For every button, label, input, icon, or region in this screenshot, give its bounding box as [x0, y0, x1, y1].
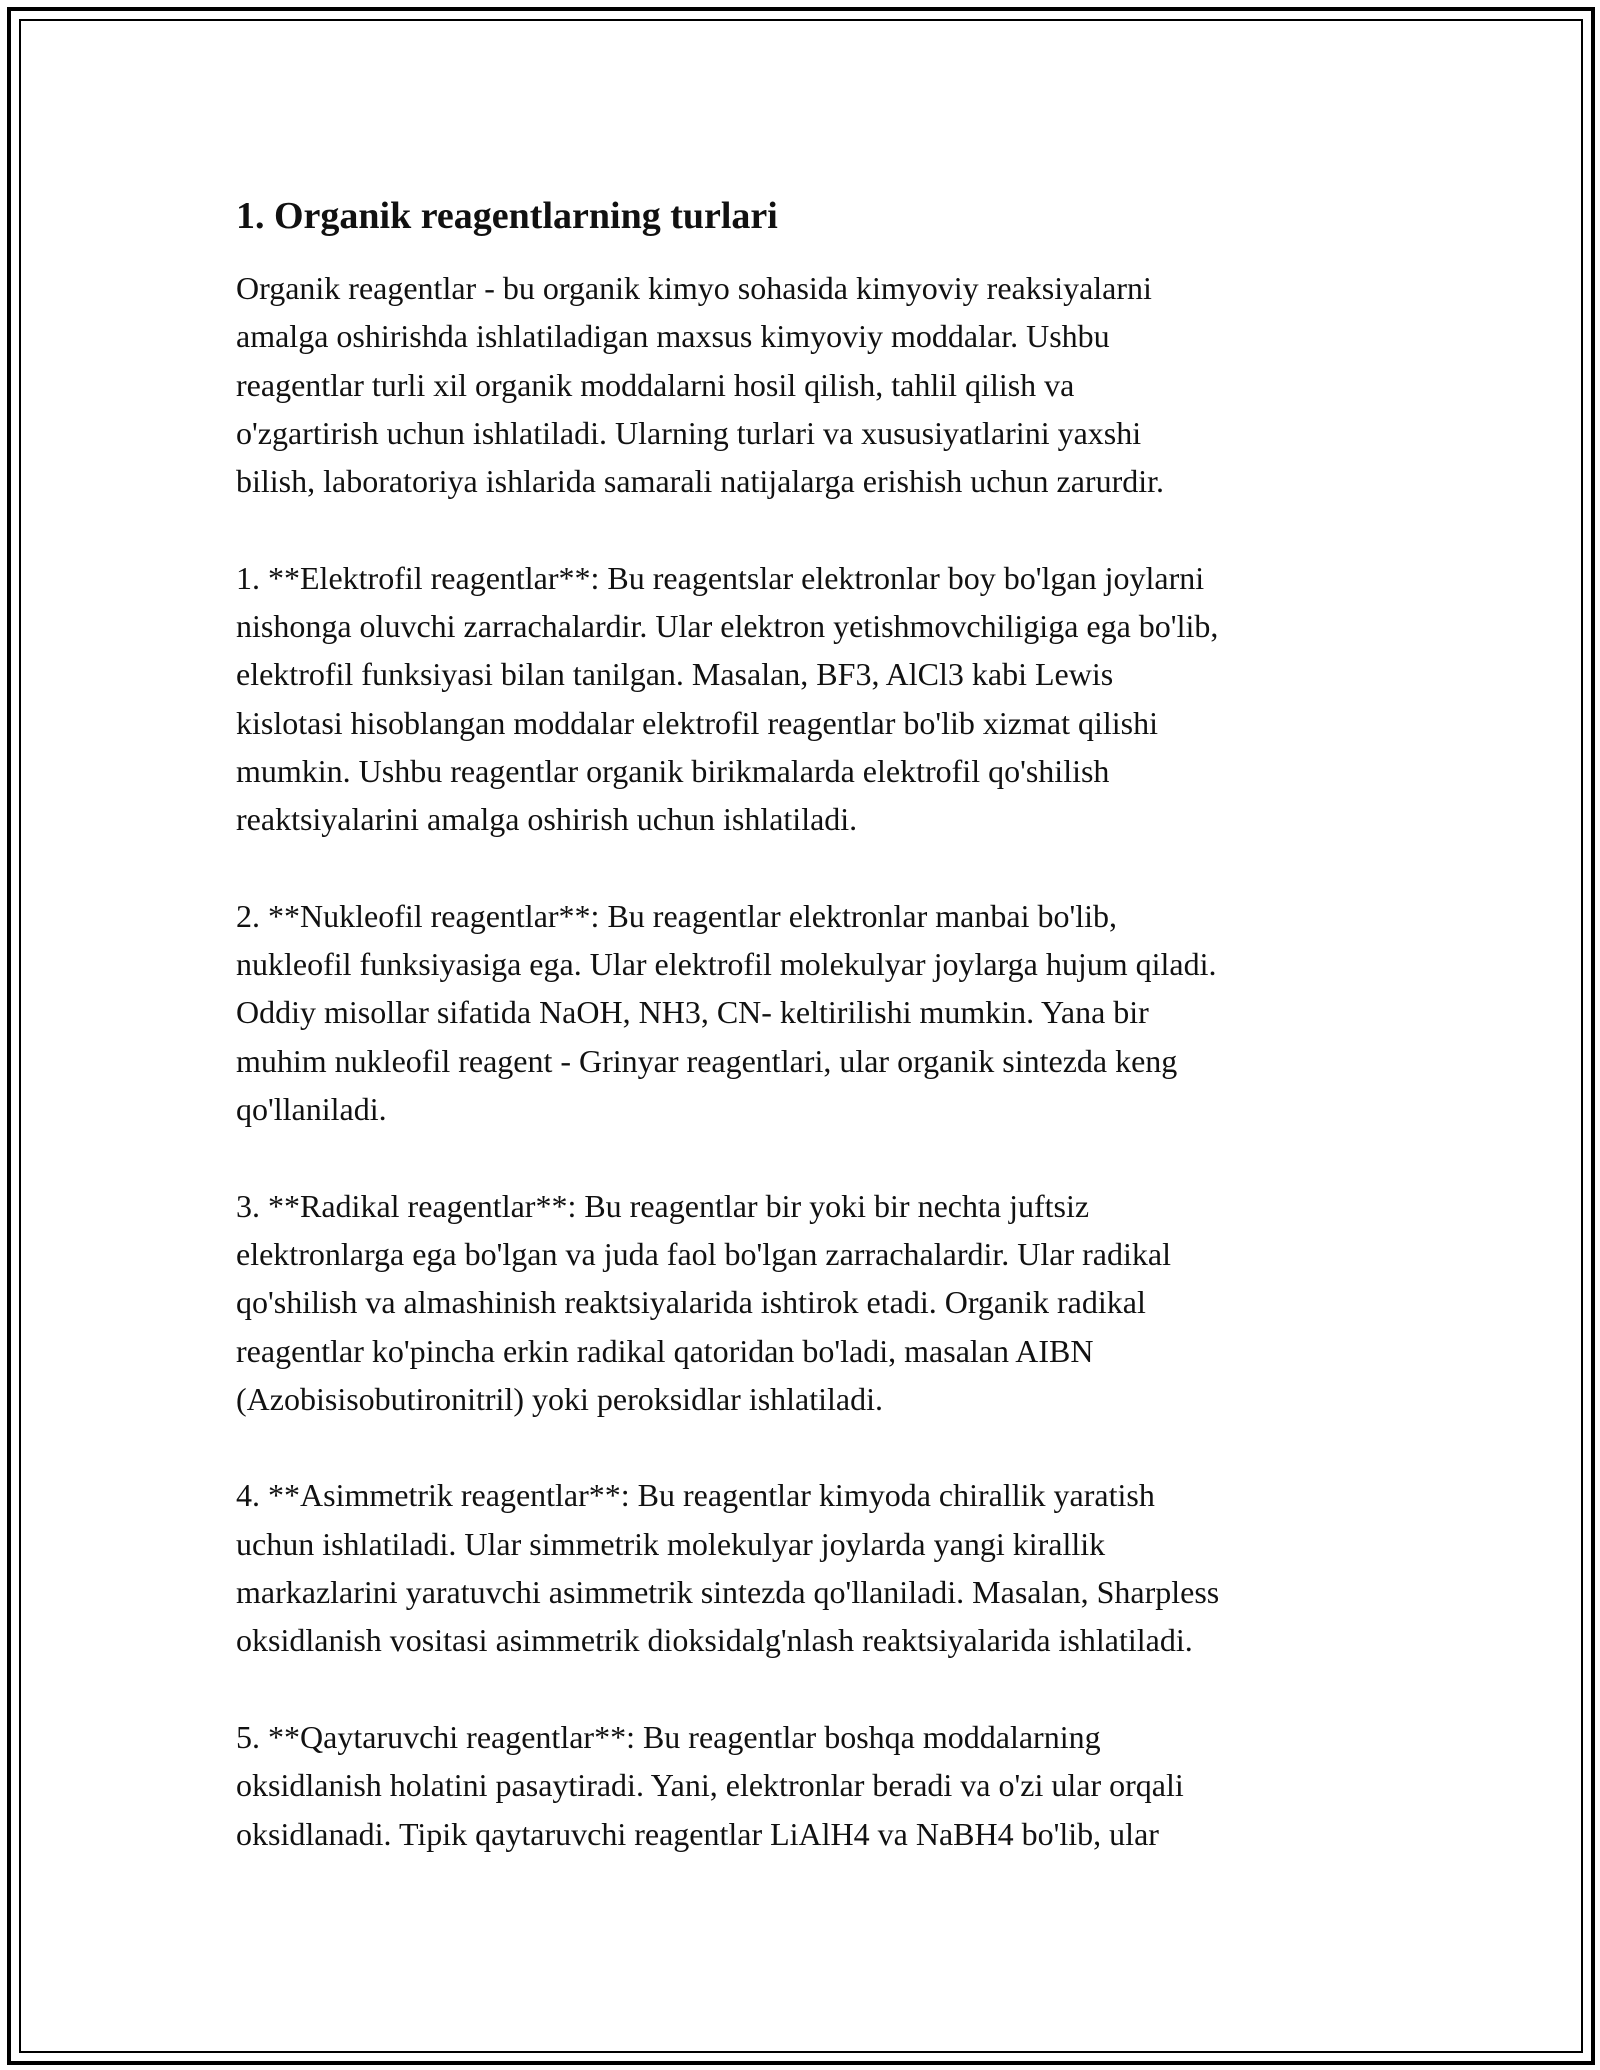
document-body — [236, 192, 1371, 1906]
section-heading: 1. Organik reagentlarning turlari — [236, 195, 778, 237]
paragraph-reducing-reagents: 5. **Qaytaruvchi reagentlar**: Bu reagentlar boshqa moddalarning oksidlanish holatini pasaytiradi. Yani, elektronlar beradi va o'zi ular orqali oksidlanadi. Tipik qaytaruvchi reagentlar LiAlH4 va NaBH4 bo'lib, ular — [236, 1718, 1184, 1852]
paragraph-asymmetric-reagents: 4. **Asimmetrik reagentlar**: Bu reagentlar kimyoda chirallik yaratish uchun ishlatiladi. Ular simmetrik molekulyar joylarda yangi kirallik markazlarini yaratuvchi asimmetrik sintezda qo'llaniladi. Masalan, Sharpless oksidlanish vositasi asimmetrik dioksidalg'nlash reaktsiyalarida ishlatiladi. — [236, 1477, 1220, 1659]
paragraph-radical-reagents: 3. **Radikal reagentlar**: Bu reagentlar bir yoki bir nechta juftsiz elektronlarga ega bo'lgan va juda faol bo'lgan zarrachalardir. Ular radikal qo'shilish va almashinish reaktsiyalarida ishtirok etadi. Organik radikal reagentlar ko'pincha erkin radikal qatoridan bo'ladi, masalan AIBN (Azobisisobutironitril) yoki peroksidlar ishlatiladi. — [236, 1187, 1171, 1417]
paragraph-electrophilic-reagents: 1. **Elektrofil reagentlar**: Bu reagentslar elektronlar boy bo'lgan joylarni nishonga oluvchi zarrachalardir. Ular elektron yetishmovchiligiga ega bo'lib, elektrofil funksiyasi bilan tanilgan. Masalan, BF3, AlCl3 kabi Lewis kislotasi hisoblangan moddalar elektrofil reagentlar bo'lib xizmat qilishi mumkin. Ushbu reagentlar organik birikmalarda elektrofil qo'shilish reaktsiyalarini amalga oshirish uchun ishlatiladi. — [236, 559, 1219, 838]
paragraph-nucleophilic-reagents: 2. **Nukleofil reagentlar**: Bu reagentlar elektronlar manbai bo'lib, nukleofil funksiyasiga ega. Ular elektrofil molekulyar joylarga hujum qiladi. Oddiy misollar sifatida NaOH, NH3, CN- keltirilishi mumkin. Yana bir muhim nukleofil reagent - Grinyar reagentlari, ular organik sintezda keng qo'llaniladi. — [236, 897, 1217, 1128]
intro-paragraph: Organik reagentlar - bu organik kimyo sohasida kimyoviy reaksiyalarni amalga oshirishda ishlatiladigan maxsus kimyoviy moddalar. Ushbu reagentlar turli xil organik moddalarni hosil qilish, tahlil qilish va o'zgartirish uchun ishlatiladi. Ularning turlari va xususiyatlarini yaxshi bilish, laboratoriya ishlarida samarali natijalarga erishish uchun zarurdir. — [236, 270, 1164, 500]
